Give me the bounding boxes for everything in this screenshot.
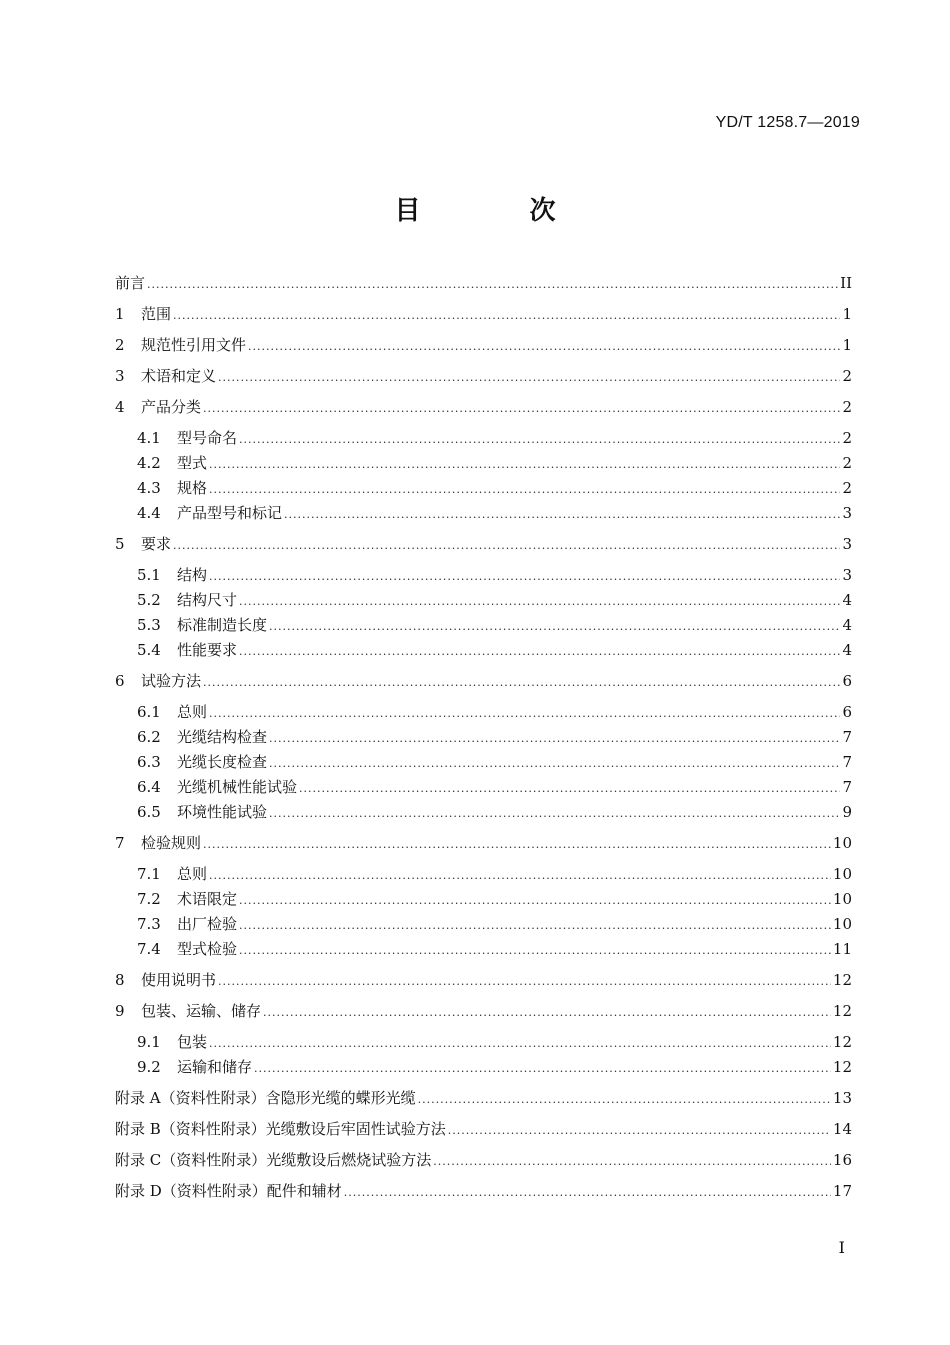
toc-entry-label: 附录 C（资料性附录）光缆敷设后燃烧试验方法 bbox=[115, 1151, 432, 1169]
toc-entry[interactable] bbox=[137, 614, 852, 636]
toc-entry-number: 4.1 bbox=[137, 429, 161, 447]
toc-entry-page: 10 bbox=[832, 834, 852, 852]
toc-entry-number: 4.4 bbox=[137, 504, 161, 522]
toc-entry-number: 7 bbox=[115, 834, 125, 852]
toc-entry-number: 7.1 bbox=[137, 865, 161, 883]
toc-entry-label: 性能要求 bbox=[177, 641, 238, 659]
toc-entry-page: 12 bbox=[832, 1033, 852, 1051]
dot-leader bbox=[203, 398, 840, 420]
toc-entry[interactable] bbox=[115, 396, 852, 418]
toc-entry[interactable] bbox=[115, 1087, 852, 1109]
toc-entry[interactable] bbox=[137, 751, 852, 773]
toc-entry-label: 总则 bbox=[177, 865, 208, 883]
toc-entry[interactable] bbox=[137, 452, 852, 474]
toc-entry-page: 14 bbox=[832, 1120, 852, 1138]
toc-entry-label: 检验规则 bbox=[141, 834, 202, 852]
toc-entry-number: 7.2 bbox=[137, 890, 161, 908]
toc-entry-label: 前言 bbox=[115, 274, 146, 292]
standard-code: YD/T 1258.7—2019 bbox=[715, 114, 860, 131]
toc-entry[interactable] bbox=[115, 1149, 852, 1171]
toc-entry-page: 4 bbox=[842, 591, 852, 609]
toc-entry-page: II bbox=[840, 274, 852, 292]
toc-entry[interactable] bbox=[115, 533, 852, 555]
toc-entry[interactable] bbox=[137, 1056, 852, 1078]
dot-leader bbox=[218, 971, 831, 993]
dot-leader bbox=[239, 429, 840, 451]
toc-entry[interactable] bbox=[137, 938, 852, 960]
toc-entry-label: 光缆机械性能试验 bbox=[177, 778, 298, 796]
toc-entry[interactable] bbox=[115, 969, 852, 991]
toc-entry[interactable] bbox=[137, 726, 852, 748]
toc-entry-label: 要求 bbox=[141, 535, 172, 553]
toc-entry[interactable] bbox=[137, 589, 852, 611]
toc-entry[interactable] bbox=[137, 913, 852, 935]
dot-leader bbox=[218, 367, 840, 389]
toc-entry-number: 8 bbox=[115, 971, 125, 989]
toc-entry-label: 试验方法 bbox=[141, 672, 202, 690]
toc-entry-number: 5.4 bbox=[137, 641, 161, 659]
toc-entry-label: 包装、运输、储存 bbox=[141, 1002, 262, 1020]
toc-entry-page: 1 bbox=[842, 336, 852, 354]
dot-leader bbox=[269, 803, 840, 825]
dot-leader bbox=[269, 616, 840, 638]
toc-entry-label: 光缆结构检查 bbox=[177, 728, 268, 746]
toc-entry-label: 产品分类 bbox=[141, 398, 202, 416]
toc-entry-number: 4.2 bbox=[137, 454, 161, 472]
toc-entry[interactable] bbox=[115, 1180, 852, 1202]
toc-entry-page: 2 bbox=[842, 367, 852, 385]
toc-entry-label: 结构尺寸 bbox=[177, 591, 238, 609]
dot-leader bbox=[248, 336, 840, 358]
dot-leader bbox=[239, 641, 840, 663]
toc-entry-label: 运输和储存 bbox=[177, 1058, 253, 1076]
toc-entry-page: 3 bbox=[842, 504, 852, 522]
dot-leader bbox=[209, 1033, 831, 1055]
dot-leader bbox=[239, 940, 831, 962]
dot-leader bbox=[209, 566, 840, 588]
dot-leader bbox=[344, 1182, 831, 1204]
toc-entry-number: 1 bbox=[115, 305, 125, 323]
toc-entry-label: 使用说明书 bbox=[141, 971, 217, 989]
toc-entry-number: 6.1 bbox=[137, 703, 161, 721]
toc-entry-page: 10 bbox=[832, 890, 852, 908]
toc-entry-page: 10 bbox=[832, 915, 852, 933]
toc-entry[interactable] bbox=[115, 334, 852, 356]
toc-entry-page: 7 bbox=[842, 728, 852, 746]
toc-entry-label: 范围 bbox=[141, 305, 172, 323]
toc-entry-number: 5.3 bbox=[137, 616, 161, 634]
toc-entry-number: 5.1 bbox=[137, 566, 161, 584]
toc-entry-page: 12 bbox=[832, 971, 852, 989]
toc-entry[interactable] bbox=[115, 670, 852, 692]
toc-entry-label: 光缆长度检查 bbox=[177, 753, 268, 771]
toc-entry-label: 包装 bbox=[177, 1033, 208, 1051]
toc-entry-page: 11 bbox=[832, 940, 852, 958]
toc-entry[interactable] bbox=[137, 701, 852, 723]
dot-leader bbox=[269, 753, 840, 775]
dot-leader bbox=[448, 1120, 831, 1142]
dot-leader bbox=[209, 479, 840, 501]
toc-entry-page: 12 bbox=[832, 1058, 852, 1076]
toc-entry[interactable] bbox=[115, 1118, 852, 1140]
toc-entry-number: 5.2 bbox=[137, 591, 161, 609]
toc-entry-number: 9.1 bbox=[137, 1033, 161, 1051]
toc-entry[interactable] bbox=[115, 303, 852, 325]
toc-entry-page: 4 bbox=[842, 641, 852, 659]
toc-entry[interactable] bbox=[137, 477, 852, 499]
toc-entry-page: 7 bbox=[842, 778, 852, 796]
dot-leader bbox=[173, 535, 840, 557]
toc-entry-page: 2 bbox=[842, 479, 852, 497]
dot-leader bbox=[147, 274, 838, 296]
toc-entry-page: 6 bbox=[842, 672, 852, 690]
toc-entry-number: 9.2 bbox=[137, 1058, 161, 1076]
dot-leader bbox=[269, 728, 840, 750]
toc-entry-number: 9 bbox=[115, 1002, 125, 1020]
toc-entry-page: 2 bbox=[842, 429, 852, 447]
dot-leader bbox=[203, 834, 831, 856]
toc-entry-label: 术语限定 bbox=[177, 890, 238, 908]
toc-entry[interactable] bbox=[115, 272, 852, 294]
dot-leader bbox=[254, 1058, 831, 1080]
toc-entry-number: 6.5 bbox=[137, 803, 161, 821]
toc-title: 目 次 bbox=[394, 196, 606, 226]
toc-entry-label: 环境性能试验 bbox=[177, 803, 268, 821]
toc-entry[interactable] bbox=[137, 502, 852, 524]
toc-entry-page: 1 bbox=[842, 305, 852, 323]
toc-entry-number: 6.3 bbox=[137, 753, 161, 771]
toc-entry-page: 16 bbox=[832, 1151, 852, 1169]
toc-entry-number: 7.4 bbox=[137, 940, 161, 958]
toc-entry-page: 12 bbox=[832, 1002, 852, 1020]
toc-entry[interactable] bbox=[137, 564, 852, 586]
dot-leader bbox=[433, 1151, 831, 1173]
dot-leader bbox=[209, 865, 831, 887]
toc-entry-page: 2 bbox=[842, 398, 852, 416]
toc-entry-number: 3 bbox=[115, 367, 125, 385]
toc-entry-page: 17 bbox=[832, 1182, 852, 1200]
toc-entry-page: 10 bbox=[832, 865, 852, 883]
toc-entry[interactable] bbox=[115, 365, 852, 387]
toc-entry-number: 7.3 bbox=[137, 915, 161, 933]
toc-entry-number: 6.2 bbox=[137, 728, 161, 746]
dot-leader bbox=[173, 305, 840, 327]
toc-entry-label: 总则 bbox=[177, 703, 208, 721]
toc-entry-label: 型号命名 bbox=[177, 429, 238, 447]
toc-entry[interactable] bbox=[137, 801, 852, 823]
toc-entry[interactable] bbox=[137, 888, 852, 910]
toc-entry-page: 3 bbox=[842, 566, 852, 584]
dot-leader bbox=[263, 1002, 831, 1024]
dot-leader bbox=[418, 1089, 831, 1111]
toc-entry-label: 标准制造长度 bbox=[177, 616, 268, 634]
toc-entry[interactable] bbox=[137, 1031, 852, 1053]
dot-leader bbox=[284, 504, 840, 526]
toc-entry[interactable] bbox=[115, 1000, 852, 1022]
toc-entry-page: 2 bbox=[842, 454, 852, 472]
toc-entry-label: 附录 D（资料性附录）配件和辅材 bbox=[115, 1182, 342, 1200]
toc-entry-label: 附录 B（资料性附录）光缆敷设后牢固性试验方法 bbox=[115, 1120, 446, 1138]
toc-entry-page: 4 bbox=[842, 616, 852, 634]
toc-entry[interactable] bbox=[137, 863, 852, 885]
toc-entry-page: 7 bbox=[842, 753, 852, 771]
dot-leader bbox=[239, 591, 840, 613]
toc-entry-label: 型式检验 bbox=[177, 940, 238, 958]
page-number: I bbox=[838, 1238, 845, 1257]
dot-leader bbox=[209, 703, 840, 725]
toc-entry[interactable] bbox=[137, 776, 852, 798]
toc-entry-label: 术语和定义 bbox=[141, 367, 217, 385]
toc-entry-number: 4 bbox=[115, 398, 125, 416]
toc-entry-label: 规格 bbox=[177, 479, 208, 497]
toc-entry-number: 2 bbox=[115, 336, 125, 354]
toc-entry-number: 4.3 bbox=[137, 479, 161, 497]
dot-leader bbox=[239, 915, 831, 937]
dot-leader bbox=[299, 778, 840, 800]
toc-entry-page: 13 bbox=[832, 1089, 852, 1107]
toc-entry-number: 5 bbox=[115, 535, 125, 553]
toc-entry-label: 结构 bbox=[177, 566, 208, 584]
toc-entry[interactable] bbox=[115, 832, 852, 854]
toc-entry-label: 规范性引用文件 bbox=[141, 336, 247, 354]
toc-entry-label: 出厂检验 bbox=[177, 915, 238, 933]
toc-entry-page: 9 bbox=[842, 803, 852, 821]
toc-entry-label: 附录 A（资料性附录）含隐形光缆的蝶形光缆 bbox=[115, 1089, 416, 1107]
toc-entry[interactable] bbox=[137, 639, 852, 661]
toc-entry-label: 型式 bbox=[177, 454, 208, 472]
toc-entry-number: 6 bbox=[115, 672, 125, 690]
dot-leader bbox=[209, 454, 840, 476]
toc-entry-label: 产品型号和标记 bbox=[177, 504, 283, 522]
toc-entry-number: 6.4 bbox=[137, 778, 161, 796]
dot-leader bbox=[239, 890, 831, 912]
toc-entry-page: 3 bbox=[842, 535, 852, 553]
dot-leader bbox=[203, 672, 840, 694]
toc-entry[interactable] bbox=[137, 427, 852, 449]
toc-entry-page: 6 bbox=[842, 703, 852, 721]
